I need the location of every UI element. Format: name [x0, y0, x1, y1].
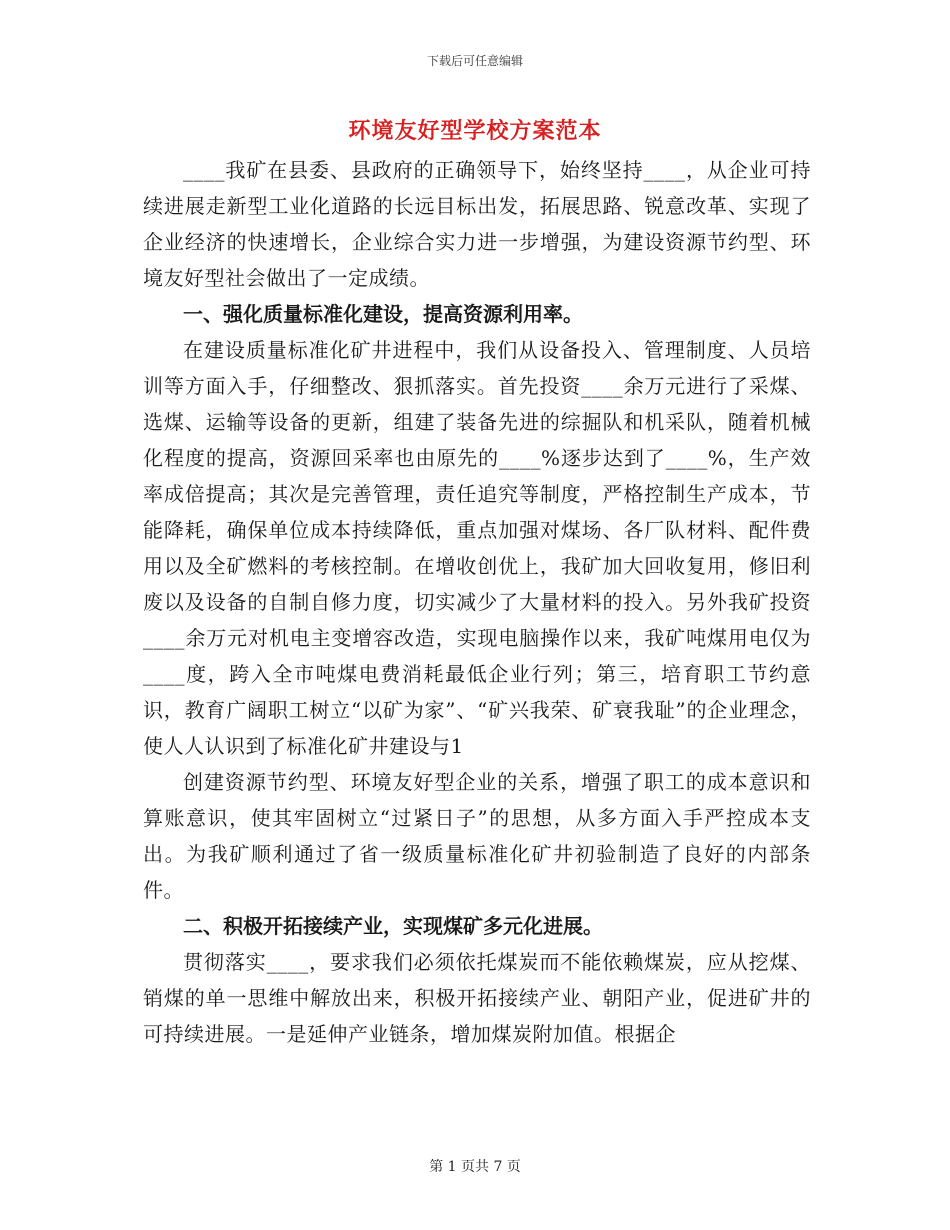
section-heading-1: 一、强化质量标准化建设，提高资源利用率。 [183, 302, 583, 326]
section-2-paragraph: 贯彻落实____，要求我们必须依托煤炭而不能依赖煤炭，应从挖煤、销煤的单一思维中解放出来，积极开拓接续产业、朝阳产业，促进矿井的可持续进展。一是延伸产业链条，增加煤炭附加值。根据企 [143, 950, 811, 1046]
page-header-note: 下载后可任意编辑 [426, 54, 523, 68]
section-1-paragraph: 在建设质量标准化矿井进程中，我们从设备投入、管理制度、人员培训等方面入手，仔细整改、狠抓落实。首先投资____余万元进行了采煤、选煤、运输等设备的更新，组建了装备先进的综掘队和机采队，随着机械化程度的提高，资源回采率也由原先的____%逐步达到了____%，生产效率成倍提高；其次是完善管理，责任追究等制度，严格控制生产成本，节能降耗，确保单位成本持续降低，重点加强对煤场、各厂队材料、配件费用以及全矿燃料的考核控制。在增收创优上，我矿加大回收复用，修旧利废以及设备的自制自修力度，切实减少了大量材料的投入。另外我矿投资____余万元对机电主变增容改造，实现电脑操作以来，我矿吨煤用电仅为____度，跨入全市吨煤电费消耗最低企业行列；第三，培育职工节约意识，教育广阔职工树立“以矿为家”、“矿兴我荣、矿衰我耻”的企业理念，使人人认识到了标准化矿井建设与1 [143, 338, 811, 758]
document-title: 环境友好型学校方案范本 [348, 118, 602, 144]
page-number: 第 1 页共 7 页 [429, 1159, 521, 1175]
document-body [143, 152, 811, 1052]
intro-paragraph: ____我矿在县委、县政府的正确领导下，始终坚持____，从企业可持续进展走新型工业化道路的长远目标出发，拓展思路、锐意改革、实现了企业经济的快速增长，企业综合实力进一步增强，为建设资源节约型、环境友好型社会做出了一定成绩。 [143, 158, 811, 290]
section-heading-2: 二、积极开拓接续产业，实现煤矿多元化进展。 [183, 914, 603, 938]
section-1-continuation: 创建资源节约型、环境友好型企业的关系，增强了职工的成本意识和算账意识，使其牢固树立“过紧日子”的思想，从多方面入手严控成本支出。为我矿顺利通过了省一级质量标准化矿井初验制造了良好的内部条件。 [143, 770, 811, 902]
